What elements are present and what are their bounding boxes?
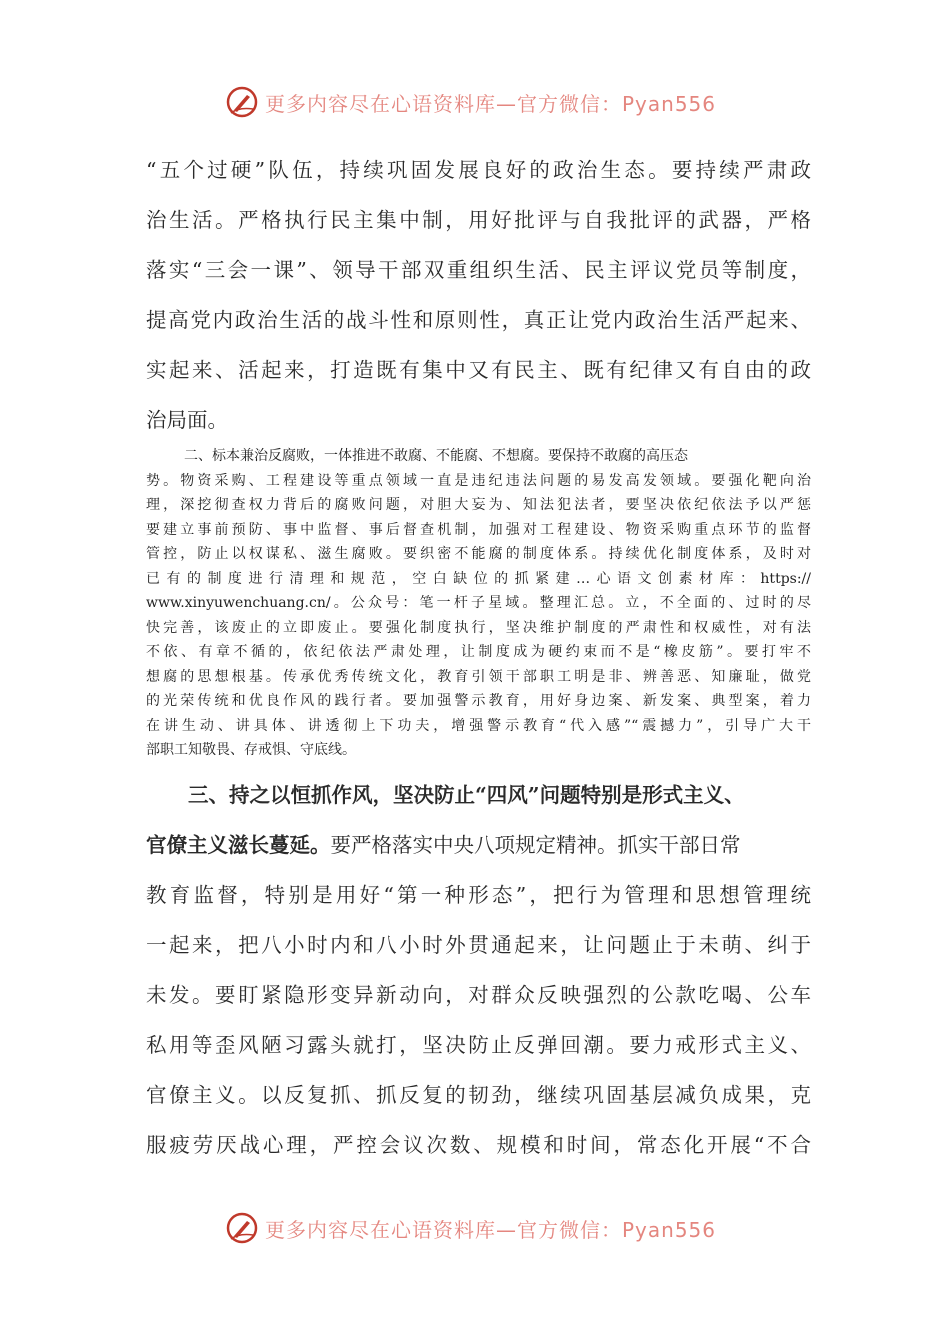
header-banner: [0, 82, 950, 122]
text-line: 理，深挖彻查权力背后的腐败问题，对胆大妄为、知法犯法者，要坚决依纪依法予以严惩: [146, 497, 811, 513]
text-line: 服疲劳厌战心理，严控会议次数、规模和时间，常态化开展“不合: [146, 1133, 811, 1157]
text-line: [146, 820, 811, 870]
section3-heading: 三、持之以恒抓作风，坚决防止“四风”问题特别是形式主义、: [188, 783, 745, 807]
text-line: 教育监督，特别是用好“第一种形态”，把行为管理和思想管理统: [146, 883, 811, 907]
section2-paragraph: [146, 444, 811, 763]
text-line: 治局面。: [146, 408, 228, 432]
text-line: 二、标本兼治反腐败，一体推进不敢腐、不能腐、不想腐。要保持不敢腐的高压态: [184, 448, 688, 464]
text-line: 势。物资采购、工程建设等重点领域一直是违纪违法问题的易发高发领域。要强化靶向治: [146, 472, 811, 489]
text-line: 部职工知敬畏、存戒惧、守底线。: [146, 742, 356, 758]
text-line: 未发。要盯紧隐形变异新动向，对群众反映强烈的公款吃喝、公车: [146, 983, 811, 1007]
text-line: 一起来，把八小时内和八小时外贯通起来，让问题止于未萌、纠于: [146, 933, 811, 957]
text-line: 私用等歪风陋习露头就打，坚决防止反弹回潮。要力戒形式主义、: [146, 1033, 811, 1057]
text-line: 不依、有章不循的，依纪依法严肃处理，让制度成为硬约束而不是“橡皮筋”。要打牢不: [146, 644, 811, 660]
section3-heading-continued: 官僚主义滋长蔓延。: [146, 833, 331, 857]
footer-banner-text: 更多内容尽在心语资料库—官方微信：Pyan556: [265, 1217, 717, 1242]
text-line: 提高党内政治生活的战斗性和原则性，真正让党内政治生活严起来、: [146, 308, 811, 332]
text-line: 在讲生动、讲具体、讲透彻上下功夫，增强警示教育“代入感”“震撼力”，引导广大干: [146, 717, 811, 734]
text-line: 治生活。严格执行民主集中制，用好批评与自我批评的武器，严格: [146, 208, 811, 232]
text-line: 要建立事前预防、事中监督、事后督查机制，加强对工程建设、物资采购重点环节的监督: [146, 521, 811, 538]
text-line: 快完善，该废止的立即废止。要强化制度执行，坚决维护制度的严肃性和权威性，对有法: [146, 619, 811, 636]
text-line: www.xinyuwenchuang.cn/。公众号：笔一杆子星域。整理汇总。立，不全面的、过时的尽: [146, 595, 811, 611]
section3-heading-rest: 要严格落实中央八项规定精神。抓实干部日常: [330, 833, 741, 857]
text-line: 已有的制度进行清理和规范，空白缺位的抓紧建…心语文创素材库：https://: [146, 570, 811, 587]
text-line: 的光荣传统和优良作风的践行者。要加强警示教育，用好身边案、新发案、典型案，着力: [146, 693, 811, 709]
text-line: 想腐的思想根基。传承优秀传统文化，教育引领干部职工明是非、辨善恶、知廉耻，做党: [146, 668, 811, 685]
text-line: 实起来、活起来，打造既有集中又有民主、既有纪律又有自由的政: [146, 358, 811, 382]
text-line: 官僚主义。以反复抓、抓反复的韧劲，继续巩固基层减负成果，克: [146, 1083, 811, 1107]
text-line: 落实“三会一课”、领导干部双重组织生活、民主评议党员等制度，: [146, 258, 811, 282]
section3-paragraph: [146, 770, 811, 1170]
pen-circle-logo-icon: [225, 85, 259, 119]
text-line: 管控，防止以权谋私、滋生腐败。要织密不能腐的制度体系。持续优化制度体系，及时对: [146, 546, 811, 562]
pen-circle-logo-icon: [225, 1211, 259, 1245]
header-banner-text: 更多内容尽在心语资料库—官方微信：Pyan556: [265, 91, 717, 116]
section1-paragraph: [146, 145, 811, 445]
text-line: “五个过硬”队伍，持续巩固发展良好的政治生态。要持续严肃政: [146, 158, 811, 182]
footer-banner: [0, 1208, 950, 1248]
